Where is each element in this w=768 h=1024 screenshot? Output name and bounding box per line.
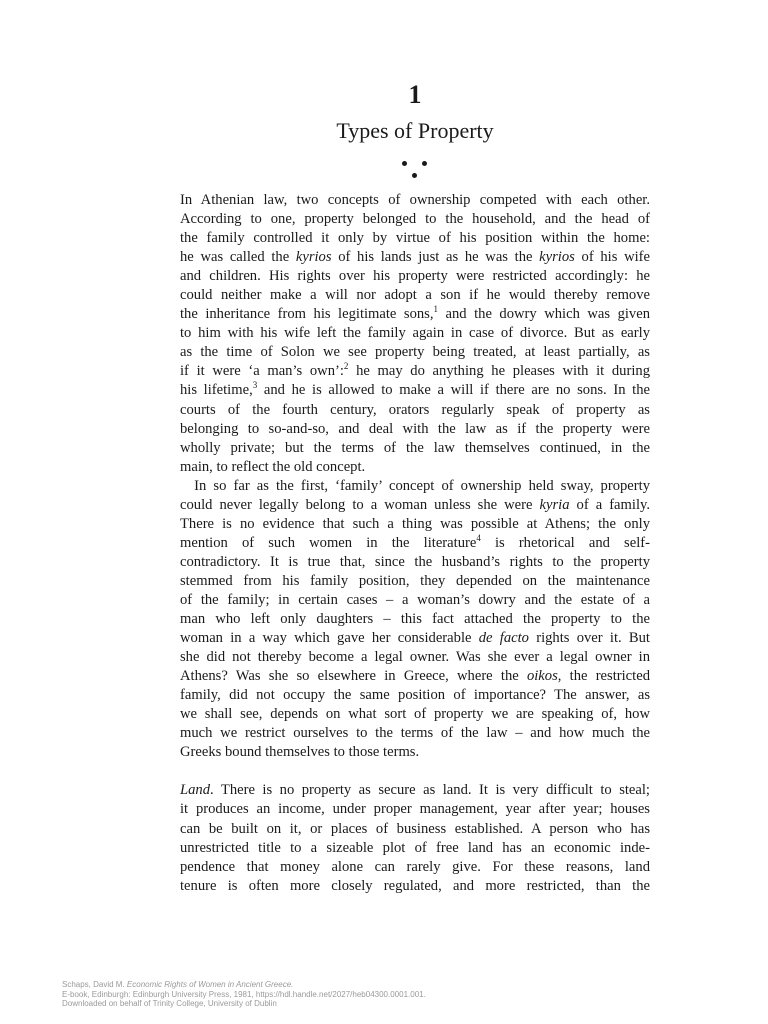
footer-line: E-book, Edinburgh: Edinburgh University Press, 1981, https://hdl.handle.net/2027/heb04300.0001.001. [62, 989, 426, 999]
text-line: pendence that money alone can rarely give. For these reasons, land [180, 858, 650, 875]
text-line: of the family; in certain cases – a woman’s dowry and the estate of a [180, 591, 650, 608]
text-line: man who left only daughters – this fact attached the property to the [180, 611, 650, 628]
text-line: In so far as the first, ‘family’ concept of ownership held sway, property [180, 477, 650, 494]
text-line: mention of such women in the literature$^4$ is rhetorical and self- [180, 532, 650, 551]
text-line: belonging to so-and-so, and deal with the law as if the property were [180, 420, 650, 437]
ornament-dot [412, 173, 417, 178]
ornament-dot [402, 161, 407, 166]
chapter-title: Types of Property [336, 118, 494, 143]
text-line: and children. His rights over his property were restricted accordingly: he [180, 268, 650, 285]
text-line: main, to reflect the old concept. [180, 458, 366, 475]
text-line: much we restrict ourselves to the terms of the law – and how much the [180, 725, 650, 742]
text-line: if it were ‘a man’s own’:$^2$ he may do anything he pleases with it during [180, 361, 650, 380]
text-line: she did not thereby become a legal owner. Was she ever a legal owner in [180, 649, 650, 666]
body-text [180, 191, 650, 896]
text-line: unrestricted title to a sizeable plot of free land has an economic inde- [180, 839, 650, 856]
ornament [398, 158, 432, 182]
text-line: the family controlled it only by virtue of his position within the home: [180, 230, 650, 247]
text-line: stemmed from his family position, they depended on the maintenance [180, 572, 650, 589]
paragraph-gap [180, 762, 650, 781]
text-line: he was called the kyrios of his lands just as he was the kyrios of his wife [180, 249, 650, 266]
text-line: tenure is often more closely regulated, and more restricted, than the [180, 877, 650, 894]
text-line: could never legally belong to a woman unless she were kyria of a family. [180, 496, 650, 513]
text-line: contradictory. It is true that, since the husband’s rights to the property [180, 553, 650, 570]
text-line: as the time of Solon we see property being treated, at least partially, as [180, 344, 650, 361]
text-line: woman in a way which gave her considerable de facto rights over it. But [180, 630, 650, 647]
text-line: his lifetime,$^3$ and he is allowed to make a will if there are no sons. In the [180, 380, 650, 399]
text-line: courts of the fourth century, orators regularly speak of property as [180, 401, 650, 418]
text-line: family, did not occupy the same position of importance? The answer, as [180, 687, 650, 704]
text-line: Athens? Was she so elsewhere in Greece, where the oikos, the restricted [180, 668, 650, 685]
footer-line: Schaps, David M. Economic Rights of Women in Ancient Greece. [62, 980, 294, 989]
text-line: we shall see, depends on what sort of property we are speaking of, how [180, 706, 650, 723]
ornament-dot [422, 161, 427, 166]
text-line: Land. There is no property as secure as land. It is very difficult to steal; [180, 782, 650, 799]
text-line: can be built on it, or places of business established. A person who has [180, 820, 650, 837]
footer-line: Downloaded on behalf of Trinity College, University of Dublin [62, 999, 277, 1008]
citation-footer [62, 980, 426, 1009]
text-line: Greeks bound themselves to those terms. [180, 744, 420, 761]
text-line: to him with his wife left the family again in case of divorce. But as early [180, 325, 650, 342]
text-line: There is no evidence that such a thing was possible at Athens; the only [180, 515, 650, 532]
text-line: could neither make a will nor adopt a son if he would thereby remove [180, 287, 650, 304]
text-line: In Athenian law, two concepts of ownership competed with each other. [180, 192, 650, 208]
text-line: wholly private; but the terms of the law themselves continued, in the [180, 439, 650, 456]
text-line: the inheritance from his legitimate sons,$^1$ and the dowry which was given [180, 304, 650, 323]
text-line: According to one, property belonged to the household, and the head of [180, 211, 650, 228]
chapter-number: 1 [408, 80, 422, 109]
text-line: it produces an income, under proper management, year after year; houses [180, 801, 650, 818]
